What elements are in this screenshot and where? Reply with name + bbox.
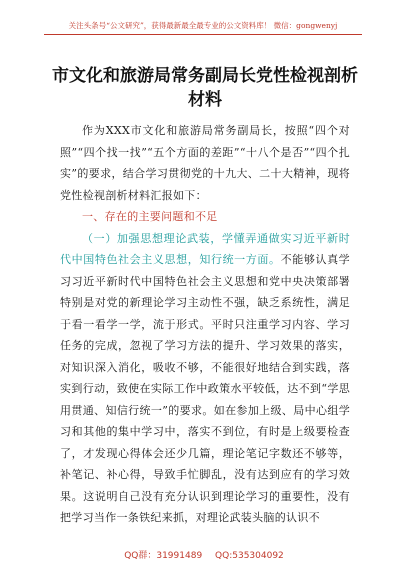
intro-paragraph: 作为XXX市文化和旅游局常务副局长，按照“四个对照”“四个找一找”“五个方面的差距”“十八个是否”“四个扎实”的要求，结合学习贯彻党的十九大、二十大精神，现将党性检视剖析材料汇报如下： [60,124,350,202]
subsection-body: 不能够认真学习习近平新时代中国特色社会主义思想和党中央决策部署特别是对党的新理论学习主动性不强，缺乏系统性，满足于看一看学一学，流于形式。平时只注重学习内容、学习任务的完成，忽视了学习方法的提升、学习效果的落实，对知识深入消化，吸收不够，不能很好地结合到实践，落实到行动，致使在实际工作中政策水平较低，达不到“学思用贯通、知信行统一”的要求。如在参加上级、局中心组学习和其他的集中学习中，落实不到位，有时是上级要检查了，才发现心得体会还少几篇，理论笔记字数还不够等，补笔记、补心得，导致手忙脚乱，没有达到应有的学习效果。这说明自己没有充分认识到理论学习的重要性，没有把学习当作一条铁纪来抓，对理论武装头脑的认识不 [60,253,350,524]
document-body [60,120,350,529]
footer-qq-group: QQ群：31991489 [124,551,203,561]
title-line-1: 市文化和旅游局常务副局长党性检视剖析 [52,66,358,86]
top-banner: 关注头条号“公文研究”，获得最新最全最专业的公文资料库！ 微信：gongwenyj [44,20,362,35]
section-heading: 一、存在的主要问题和不足 [82,210,218,223]
subsection-paragraph [60,228,350,529]
subsection-heading: （一）加强思想理论武装，学懂弄通做实习近平新时代中国特色社会主义思想，知行统一方面。 [60,231,350,266]
footer [0,548,408,561]
document-title [40,64,370,112]
title-line-2: 材料 [188,90,222,110]
footer-qq: QQ:535304092 [215,551,284,561]
